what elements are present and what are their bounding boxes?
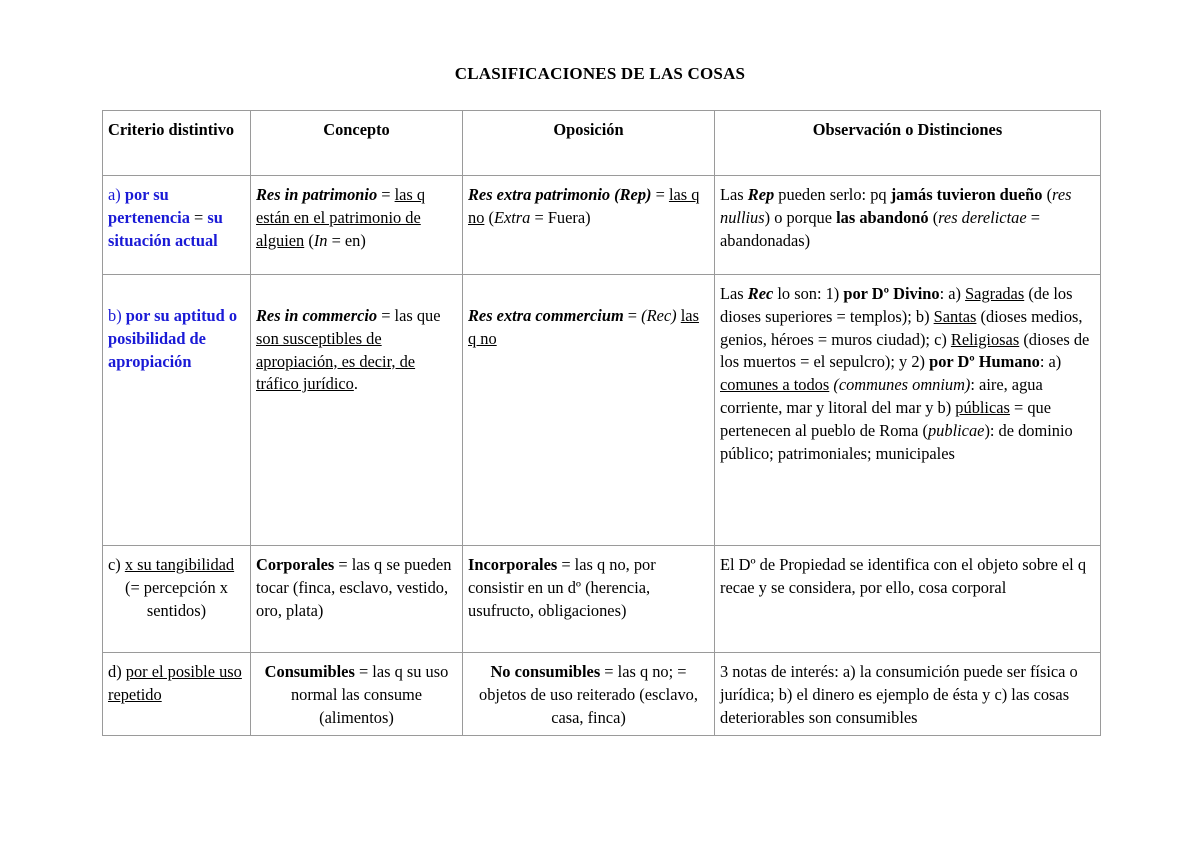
cell-observacion-d: 3 notas de interés: a) la consumición puede ser física o jurídica; b) el dinero es ejemplo de ésta y c) las cosas deteriorables son consumibles	[715, 653, 1101, 736]
table-row	[103, 176, 1101, 275]
opposition-latin: Extra	[493, 207, 531, 227]
opposition-term: Res extra commercium	[468, 306, 624, 325]
concept-term: Res in patrimonio	[256, 185, 378, 204]
obs-latin: (communes omnium)	[833, 375, 971, 395]
cell-concepto-d	[251, 653, 463, 736]
obs-underlined: Religiosas	[950, 329, 1020, 349]
opposition-latin: (Rec)	[641, 306, 677, 325]
cell-observacion-c: El Dº de Propiedad se identifica con el objeto sobre el q recae y se considera, por ello, cosa corporal	[715, 546, 1101, 653]
concept-latin: In	[313, 230, 328, 250]
criterio-equals: =	[189, 207, 208, 227]
obs-latin: res nullius	[720, 185, 1072, 227]
concept-text: = las q se pueden tocar (finca, esclavo, vestido, oro, plata)	[256, 555, 452, 620]
obs-text: (de los dioses superiores = templos); b)	[720, 284, 1073, 326]
cell-observacion-b	[715, 275, 1101, 546]
cell-concepto-a	[251, 176, 463, 275]
obs-bold: por Dº Divino	[843, 284, 940, 303]
obs-text: Las	[720, 284, 748, 303]
opposition-term: Res extra patrimonio (Rep)	[468, 185, 652, 204]
obs-term: Rep	[747, 185, 775, 204]
obs-underlined: comunes a todos	[720, 375, 830, 395]
table-row	[103, 275, 1101, 546]
concept-text: .	[353, 374, 358, 394]
cell-criterio-c	[103, 546, 251, 653]
opposition-term: Incorporales	[468, 555, 558, 574]
concept-text: = las que	[377, 306, 441, 325]
obs-text: (	[1042, 185, 1053, 204]
obs-text: (dioses de los muertos = el sepulcro); y 2)	[720, 329, 1090, 372]
opposition-text: = las q no; = objetos de uso reiterado (esclavo, casa, finca)	[479, 662, 698, 727]
opposition-text: (	[484, 207, 494, 227]
cell-observacion-a	[715, 176, 1101, 275]
obs-text: pueden serlo: pq	[774, 185, 891, 204]
concept-text: =	[377, 185, 395, 204]
criterio-label: x su tangibilidad	[124, 555, 235, 574]
criterio-label: por su aptitud o posibilidad de apropiación	[108, 306, 238, 371]
concept-term: Consumibles	[264, 662, 355, 681]
criterio-label: por el posible uso repetido	[108, 662, 242, 704]
cell-oposicion-c	[463, 546, 715, 653]
opposition-text: =	[651, 185, 669, 204]
criterio-label-2: su situación actual	[108, 207, 223, 250]
header-criterio: Criterio distintivo	[103, 111, 251, 176]
obs-text: : aire, agua corriente, mar y litoral del mar y b)	[720, 375, 1043, 417]
obs-underlined: Santas	[933, 306, 977, 326]
criterio-note: (= percepción x sentidos)	[125, 577, 228, 620]
concept-term: Corporales	[256, 555, 335, 574]
opposition-text: =	[623, 306, 642, 325]
concept-text: (	[304, 230, 314, 250]
obs-text: ): de dominio público; patrimoniales; municipales	[720, 420, 1073, 463]
header-concepto: Concepto	[251, 111, 463, 176]
cell-concepto-b	[251, 275, 463, 546]
table-header-row	[103, 111, 1101, 176]
criterio-prefix: d)	[108, 662, 126, 681]
criterio-prefix: a)	[108, 185, 125, 204]
cell-concepto-c	[251, 546, 463, 653]
criterio-label: por su pertenencia	[108, 185, 190, 227]
opposition-text: = las q no, por consistir en un dº (herencia, usufructo, obligaciones)	[468, 555, 656, 620]
header-observacion: Observación o Distinciones	[715, 111, 1101, 176]
cell-criterio-d	[103, 653, 251, 736]
obs-text: (dioses medios, genios, héroes = muros ciudad); c)	[720, 306, 1083, 349]
cell-oposicion-d	[463, 653, 715, 736]
header-oposicion: Oposición	[463, 111, 715, 176]
cell-criterio-b	[103, 275, 251, 546]
opposition-term: No consumibles	[490, 662, 601, 681]
obs-text: ) o porque	[764, 207, 837, 227]
obs-bold: por Dº Humano	[929, 352, 1040, 372]
concept-term: Res in commercio	[256, 306, 378, 325]
obs-underlined: públicas	[955, 397, 1010, 417]
obs-text: lo son: 1)	[773, 284, 844, 303]
concept-definition: son susceptibles de apropiación, es decir, de tráfico jurídico	[256, 328, 416, 394]
table-row	[103, 546, 1101, 653]
classification-table	[102, 110, 1101, 736]
concept-text: = en)	[327, 230, 366, 250]
criterio-prefix: b)	[108, 306, 126, 325]
obs-text: : a)	[939, 284, 966, 303]
cell-criterio-a	[103, 176, 251, 275]
obs-text: : a)	[1039, 352, 1062, 372]
obs-latin: publicae	[927, 420, 985, 440]
obs-bold: jamás tuvieron dueño	[890, 185, 1043, 204]
concept-text: = las q su uso normal las consume (alimentos)	[290, 662, 449, 727]
obs-text: Las	[720, 185, 748, 204]
obs-text: = que pertenecen al pueblo de Roma (	[720, 397, 1052, 440]
obs-text: = abandonadas)	[720, 207, 1040, 250]
criterio-prefix: c)	[108, 555, 125, 574]
obs-latin: res derelictae	[938, 207, 1027, 227]
obs-text: (	[928, 207, 939, 227]
cell-oposicion-b	[463, 275, 715, 546]
opposition-definition: las q no	[468, 306, 699, 348]
obs-underlined: Sagradas	[965, 284, 1025, 303]
cell-oposicion-a	[463, 176, 715, 275]
document-title: CLASIFICACIONES DE LAS COSAS	[454, 64, 746, 83]
opposition-definition: las q no	[468, 185, 700, 227]
table-row	[103, 653, 1101, 736]
obs-term: Rec	[747, 284, 774, 303]
opposition-text: = Fuera)	[530, 207, 591, 227]
concept-definition: las q están en el patrimonio de alguien	[256, 185, 426, 250]
obs-bold: las abandonó	[836, 207, 929, 227]
